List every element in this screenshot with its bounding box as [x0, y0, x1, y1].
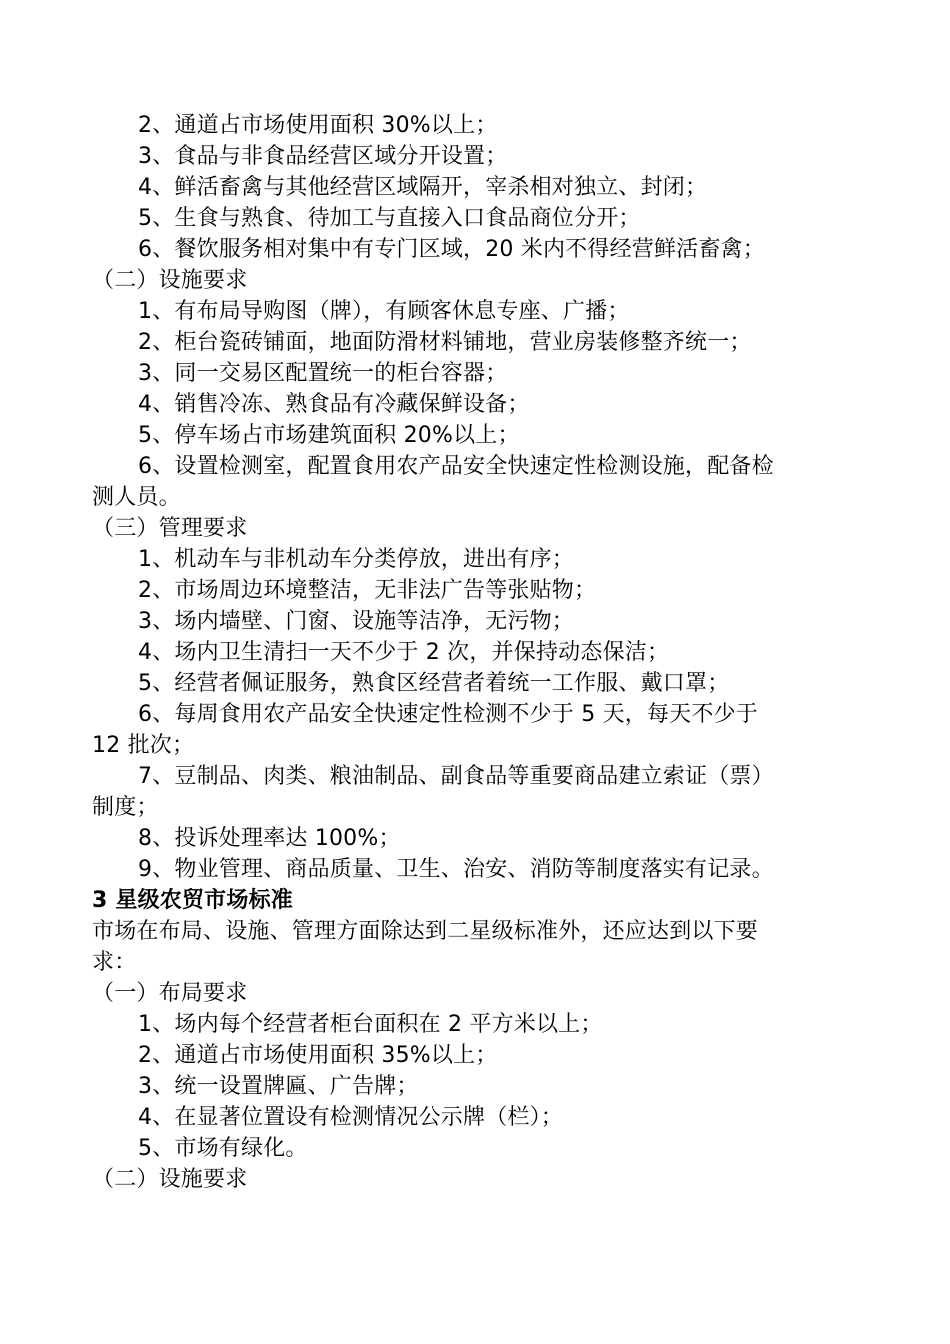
section-title: （二）设施要求: [92, 1167, 248, 1192]
list-item-continuation: 制度；: [92, 795, 159, 820]
list-item-continuation: 测人员。: [92, 485, 181, 510]
list-item: 5、生食与熟食、待加工与直接入口食品商位分开；: [138, 206, 641, 231]
list-item: 1、有布局导购图（牌），有顾客休息专座、广播；: [138, 299, 630, 324]
section-title: （二）设施要求: [92, 268, 248, 293]
list-item: 4、鲜活畜禽与其他经营区域隔开，宰杀相对独立、封闭；: [138, 175, 708, 200]
list-item: 4、销售冷冻、熟食品有冷藏保鲜设备；: [138, 392, 530, 417]
list-item: 2、通道占市场使用面积 35%以上；: [138, 1043, 498, 1068]
list-item: 8、投诉处理率达 100%；: [138, 826, 401, 851]
section-title: （三）管理要求: [92, 516, 248, 541]
intro-paragraph-line: 求：: [92, 950, 137, 975]
list-item-continuation: 12 批次；: [92, 733, 195, 758]
list-item: 7、豆制品、肉类、粮油制品、副食品等重要商品建立索证（票）: [138, 764, 774, 789]
list-item: 4、场内卫生清扫一天不少于 2 次，并保持动态保洁；: [138, 640, 670, 665]
standard-heading: 3 星级农贸市场标准: [92, 888, 293, 913]
list-item: 6、设置检测室，配置食用农产品安全快速定性检测设施，配备检: [138, 454, 774, 479]
list-item: 5、市场有绿化。: [138, 1136, 308, 1161]
list-item: 2、通道占市场使用面积 30%以上；: [138, 113, 498, 138]
list-item: 3、场内墙壁、门窗、设施等洁净，无污物；: [138, 609, 574, 634]
list-item: 6、餐饮服务相对集中有专门区域，20 米内不得经营鲜活畜禽；: [138, 237, 765, 262]
list-item: 1、机动车与非机动车分类停放，进出有序；: [138, 547, 574, 572]
section-title: （一）布局要求: [92, 981, 248, 1006]
list-item: 2、市场周边环境整洁，无非法广告等张贴物；: [138, 578, 597, 603]
list-item: 3、食品与非食品经营区域分开设置；: [138, 144, 508, 169]
intro-paragraph-line: 市场在布局、设施、管理方面除达到二星级标准外，还应达到以下要: [92, 919, 759, 944]
document-body: [92, 110, 822, 1195]
list-item: 5、停车场占市场建筑面积 20%以上；: [138, 423, 520, 448]
list-item: 3、统一设置牌匾、广告牌；: [138, 1074, 419, 1099]
list-item: 9、物业管理、商品质量、卫生、治安、消防等制度落实有记录。: [138, 857, 774, 882]
list-item: 4、在显著位置设有检测情况公示牌（栏）；: [138, 1105, 563, 1130]
list-item: 2、柜台瓷砖铺面，地面防滑材料铺地，营业房装修整齐统一；: [138, 330, 752, 355]
list-item: 5、经营者佩证服务，熟食区经营者着统一工作服、戴口罩；: [138, 671, 730, 696]
list-item: 1、场内每个经营者柜台面积在 2 平方米以上；: [138, 1012, 603, 1037]
list-item: 3、同一交易区配置统一的柜台容器；: [138, 361, 508, 386]
list-item: 6、每周食用农产品安全快速定性检测不少于 5 天，每天不少于: [138, 702, 758, 727]
